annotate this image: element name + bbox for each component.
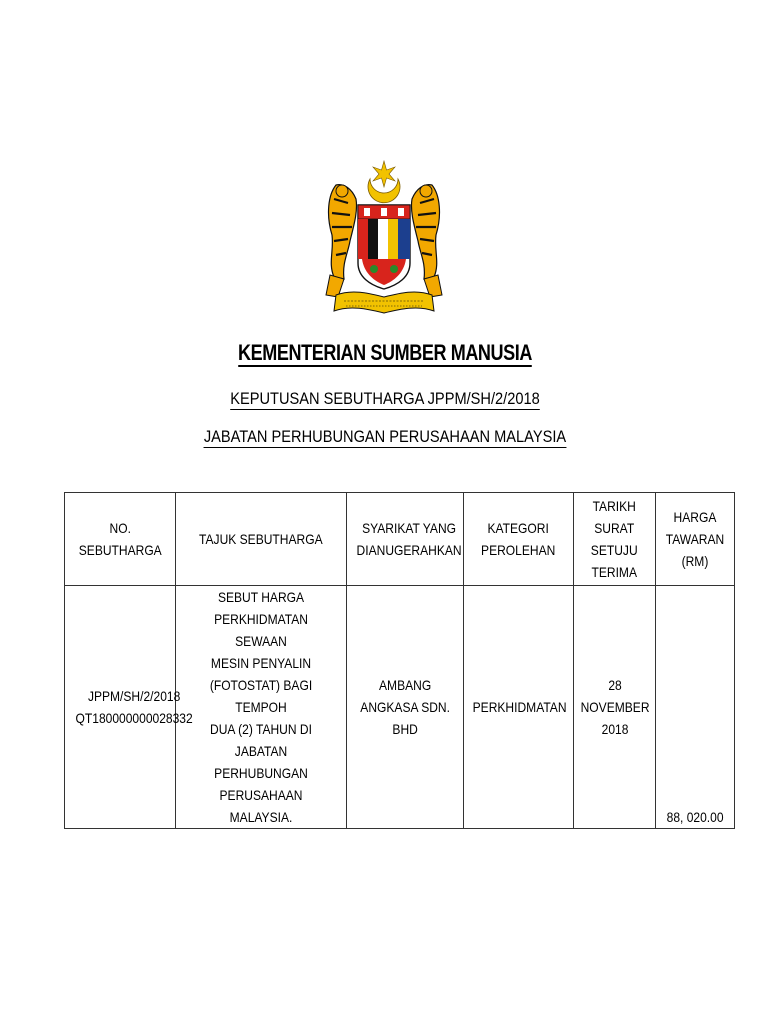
table-header-row [65,493,735,586]
header-no-sebutharga: NO. SEBUTHARGA [65,493,176,586]
table-row [65,586,735,829]
left-tiger-icon [326,185,357,297]
decision-title [54,389,716,409]
crescent-star-icon [368,161,400,203]
cell-quotation-title: SEBUT HARGA PERKHIDMATAN SEWAAN MESIN PENYALIN (FOTOSTAT) BAGI TEMPOH DUA (2) TAHUN DI JABATAN PERHUBUNGAN PERUSAHAAN MALAYSIA. [176,586,347,829]
header-harga: HARGA TAWARAN (RM) [656,493,735,586]
cell-quotation-number: JPPM/SH/2/2018 QT180000000028332 [65,586,176,829]
right-tiger-icon [411,185,442,297]
shield-icon [358,205,410,289]
header-tarikh: TARIKH SURAT SETUJU TERIMA [574,493,656,586]
coat-of-arms-logo [322,155,446,320]
decision-title-text: KEPUTUSAN SEBUTHARGA JPPM/SH/2/2018 [230,389,540,408]
quotation-result-table [64,492,735,829]
cell-acceptance-date: 28 NOVEMBER 2018 [574,586,656,829]
department-title [54,427,716,447]
cell-procurement-category: PERKHIDMATAN [464,586,574,829]
ministry-title-text: KEMENTERIAN SUMBER MANUSIA [237,340,533,365]
header-tajuk-sebutharga: TAJUK SEBUTHARGA [176,493,347,586]
department-title-text: JABATAN PERHUBUNGAN PERUSAHAAN MALAYSIA [203,427,567,446]
ministry-title [69,340,700,366]
cell-offer-price: 88, 020.00 [656,586,735,829]
header-syarikat: SYARIKAT YANG DIANUGERAHKAN [347,493,464,586]
header-kategori: KATEGORI PEROLEHAN [464,493,574,586]
motto-scroll [334,292,434,313]
cell-awarded-company: AMBANG ANGKASA SDN. BHD [347,586,464,829]
